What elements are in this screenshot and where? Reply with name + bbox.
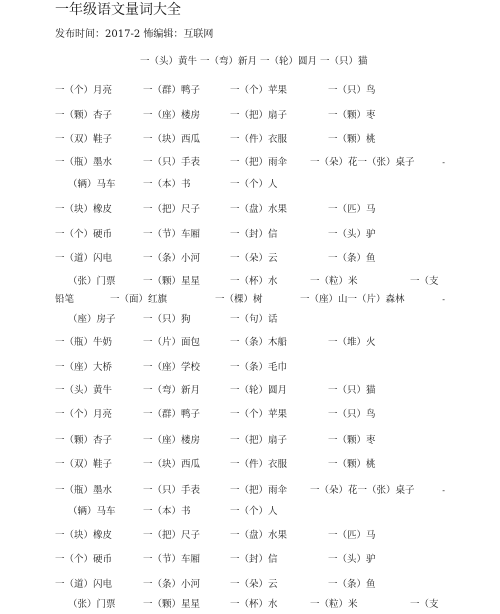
document-title: 一年级语文量词大全 xyxy=(55,2,181,18)
measure-word-item: 一（条）小河 xyxy=(143,253,201,264)
list-line xyxy=(0,178,500,192)
measure-word-item: 一（件）衣服 xyxy=(230,459,288,470)
measure-word-item: 一（个）苹果 xyxy=(230,85,288,96)
measure-word-item: 一（个）人 xyxy=(230,506,278,517)
measure-word-item: 一（把）尺子 xyxy=(143,530,201,541)
measure-word-item: 一（道）闪电 xyxy=(55,253,113,264)
measure-word-item: 一（把）尺子 xyxy=(143,204,201,215)
measure-word-item: 一（颗）桃 xyxy=(328,134,376,145)
measure-word-item: 一（粒）米 xyxy=(310,599,358,610)
measure-word-item: 一（个）月亮 xyxy=(55,409,113,420)
measure-word-item: 一（个）人 xyxy=(230,179,278,190)
measure-word-item: 一（堆）火 xyxy=(328,337,376,348)
measure-word-item: 一（支 xyxy=(410,276,439,287)
list-line xyxy=(0,293,500,307)
measure-word-item: 一（盘）水果 xyxy=(230,204,288,215)
measure-word-item: 一（道）闪电 xyxy=(55,579,113,590)
list-line xyxy=(0,84,500,98)
measure-word-item: 一（粒）米 xyxy=(310,276,358,287)
measure-word-item: 一（只）手表 xyxy=(143,157,201,168)
list-line xyxy=(0,228,500,242)
measure-word-item: 一（头）驴 xyxy=(328,554,376,565)
measure-word-item: 一（封）信 xyxy=(230,554,278,565)
measure-word-item: 一（朵）花一（张）桌子 xyxy=(310,157,415,168)
measure-word-item: 一（只）狗 xyxy=(143,314,191,325)
measure-word-item: 一（瓶）墨水 xyxy=(55,485,113,496)
list-line xyxy=(0,133,500,147)
measure-word-item: 一（把）扇子 xyxy=(230,110,288,121)
measure-word-item: 一（个）硬币 xyxy=(55,229,113,240)
list-line xyxy=(0,505,500,519)
measure-word-item: 一（座）楼房 xyxy=(143,110,201,121)
measure-word-item: 一（件）衣服 xyxy=(230,134,288,145)
measure-word-item: 一（条）毛巾 xyxy=(230,362,288,373)
list-line xyxy=(0,336,500,350)
list-line xyxy=(0,275,500,289)
measure-word-item: 一（封）信 xyxy=(230,229,278,240)
list-line xyxy=(0,313,500,327)
measure-word-item: 一（颗）杏子 xyxy=(55,435,113,446)
list-line xyxy=(0,156,500,170)
list-line xyxy=(0,252,500,266)
measure-word-item: 一（座）大桥 xyxy=(55,362,113,373)
measure-word-item: 一（棵）树 xyxy=(215,294,263,305)
measure-word-item: 铅笔 xyxy=(55,294,75,305)
measure-word-item: 一（片）面包 xyxy=(143,337,201,348)
measure-word-item: 一（群）鸭子 xyxy=(143,409,201,420)
measure-word-item: 一（个）硬币 xyxy=(55,554,113,565)
measure-word-item: 一（节）车厢 xyxy=(143,229,201,240)
measure-word-item: 一（只）手表 xyxy=(143,485,201,496)
measure-word-item: 一（块）西瓜 xyxy=(143,459,201,470)
measure-word-item: 一（条）木船 xyxy=(230,337,288,348)
list-line xyxy=(0,203,500,217)
measure-word-item: 一（座）楼房 xyxy=(143,435,201,446)
measure-word-item: 一（群）鸭子 xyxy=(143,85,201,96)
list-line xyxy=(0,109,500,123)
measure-word-item: 一（朵）花一（张）桌子 xyxy=(310,485,415,496)
list-line xyxy=(0,578,500,592)
list-line xyxy=(0,529,500,543)
measure-word-item: （座）房子 xyxy=(68,314,116,325)
measure-word-item: 一（双）鞋子 xyxy=(55,459,113,470)
measure-word-item: 一（把）雨伞 xyxy=(230,157,288,168)
measure-word-item: 一（只）鸟 xyxy=(328,85,376,96)
measure-word-item: 一（座）山一（片）森林 xyxy=(300,294,405,305)
measure-word-item: 一（头）驴 xyxy=(328,229,376,240)
measure-word-item: （辆）马车 xyxy=(68,179,116,190)
measure-word-item: （张）门票 xyxy=(68,599,116,610)
measure-word-item: 一（块）西瓜 xyxy=(143,134,201,145)
measure-word-item: 一（把）扇子 xyxy=(230,435,288,446)
measure-word-item: 一（瓶）墨水 xyxy=(55,157,113,168)
list-line xyxy=(0,408,500,422)
measure-word-item: 一（瓶）牛奶 xyxy=(55,337,113,348)
measure-word-item: 一（弯）新月 xyxy=(143,385,201,396)
list-line xyxy=(0,484,500,498)
measure-word-item: 一（本）书 xyxy=(143,179,191,190)
measure-word-item: 一（朵）云 xyxy=(230,579,278,590)
measure-word-item: 一（颗）杏子 xyxy=(55,110,113,121)
measure-word-item: 一（颗）桃 xyxy=(328,459,376,470)
list-line xyxy=(0,434,500,448)
measure-word-item: 一（个）月亮 xyxy=(55,85,113,96)
measure-word-item: 一（块）橡皮 xyxy=(55,204,113,215)
measure-word-item: 一（匹）马 xyxy=(328,530,376,541)
measure-word-item: 一（颗）枣 xyxy=(328,435,376,446)
list-line xyxy=(0,598,500,612)
measure-word-item: 一（本）书 xyxy=(143,506,191,517)
measure-word-item: 一（头）黄牛 xyxy=(55,385,113,396)
measure-word-item: 一（朵）云 xyxy=(230,253,278,264)
measure-word-item: 一（杯）水 xyxy=(230,599,278,610)
line-continuation-mark: - xyxy=(442,295,445,304)
measure-word-item: 一（块）橡皮 xyxy=(55,530,113,541)
measure-word-item: 一（座）学校 xyxy=(143,362,201,373)
list-line xyxy=(0,384,500,398)
measure-word-item: 一（轮）圆月 xyxy=(230,385,288,396)
list-line xyxy=(0,361,500,375)
publish-info: 发布时间：2017-2 怖编辑：互联网 xyxy=(55,29,214,40)
measure-word-item: 一（头）黄牛 一（弯）新月 一（轮）圆月 一（只）猫 xyxy=(140,56,368,67)
line-continuation-mark: - xyxy=(442,486,445,495)
measure-word-item: 一（条）鱼 xyxy=(328,579,376,590)
measure-word-item: 一（杯）水 xyxy=(230,276,278,287)
measure-word-item: 一（支 xyxy=(410,599,439,610)
measure-word-item: 一（条）鱼 xyxy=(328,253,376,264)
measure-word-item: 一（节）车厢 xyxy=(143,554,201,565)
list-line xyxy=(0,458,500,472)
measure-word-item: 一（条）小河 xyxy=(143,579,201,590)
measure-word-item: 一（匹）马 xyxy=(328,204,376,215)
measure-word-item: 一（颗）星星 xyxy=(143,599,201,610)
measure-word-item: 一（只）猫 xyxy=(328,385,376,396)
measure-word-item: 一（把）雨伞 xyxy=(230,485,288,496)
measure-word-item: （张）门票 xyxy=(68,276,116,287)
measure-word-item: 一（双）鞋子 xyxy=(55,134,113,145)
list-line xyxy=(0,55,500,69)
measure-word-item: （辆）马车 xyxy=(68,506,116,517)
measure-word-item: 一（盘）水果 xyxy=(230,530,288,541)
measure-word-item: 一（颗）枣 xyxy=(328,110,376,121)
line-continuation-mark: - xyxy=(442,158,445,167)
measure-word-item: 一（句）话 xyxy=(230,314,278,325)
measure-word-item: 一（个）苹果 xyxy=(230,409,288,420)
measure-word-item: 一（面）红旗 xyxy=(110,294,168,305)
measure-word-item: 一（只）鸟 xyxy=(328,409,376,420)
measure-word-item: 一（颗）星星 xyxy=(143,276,201,287)
list-line xyxy=(0,553,500,567)
